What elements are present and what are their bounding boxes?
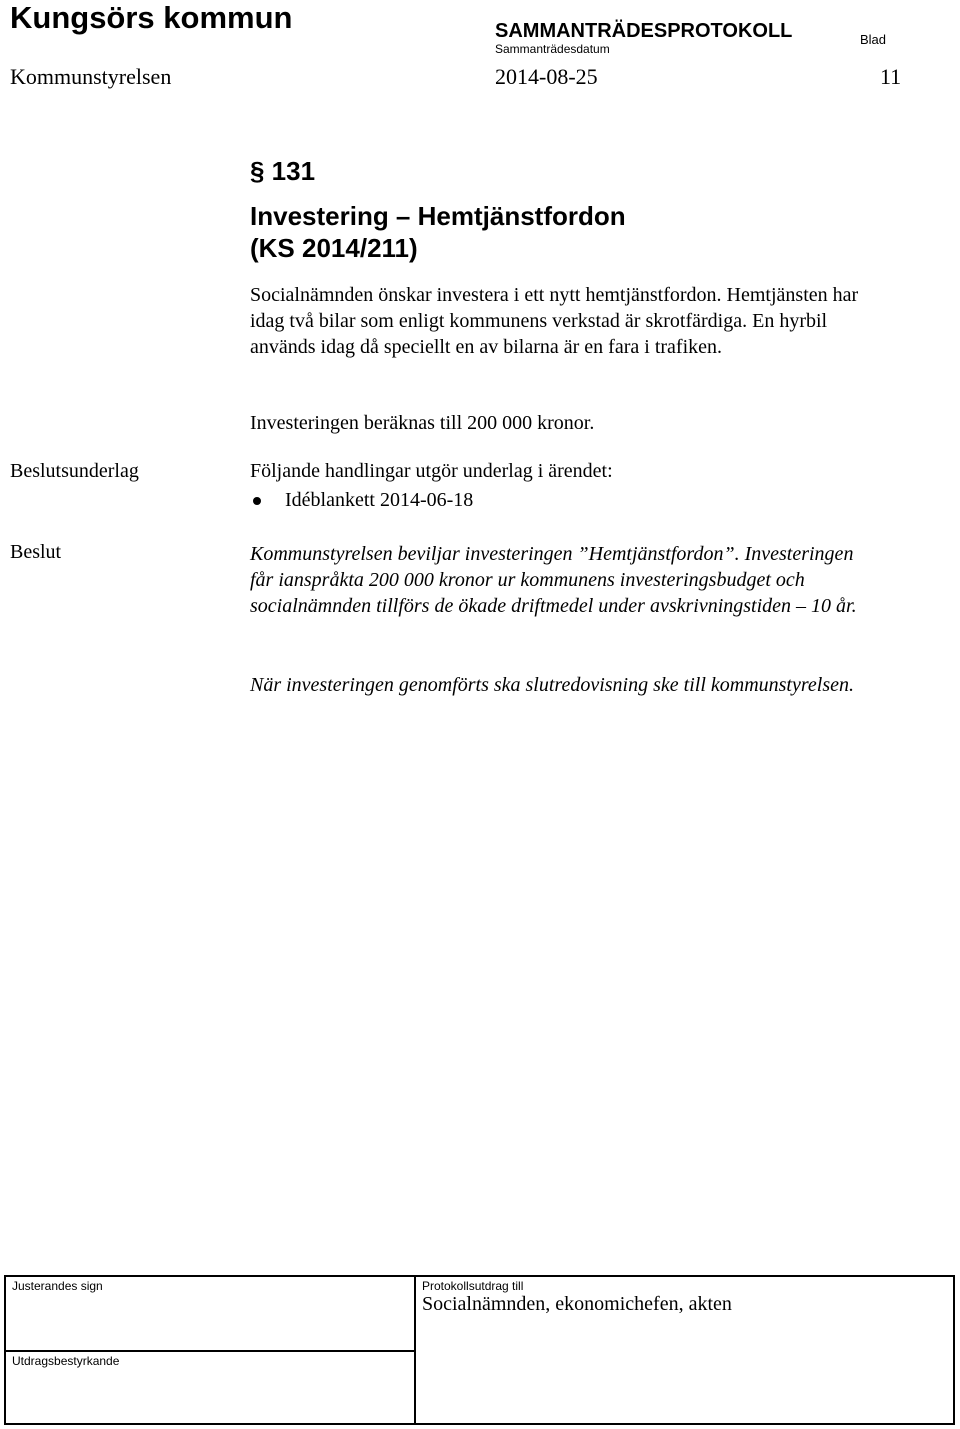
intro-paragraph: Socialnämnden önskar investera i ett nytt hemtjänstfordon. Hemtjänsten har idag två bilar som enligt kommunens verkstad är skrotfärdiga. En hyrbil används idag då speciellt en av bilarna är en fara i trafiken. <box>250 284 859 358</box>
page-label: Blad <box>860 32 887 47</box>
page-number: 11 <box>880 64 902 89</box>
box-border-top <box>4 1275 955 1277</box>
extract-to-value: Socialnämnden, ekonomichefen, akten <box>422 1293 732 1315</box>
document-list <box>250 487 473 513</box>
list-item <box>250 487 473 513</box>
section-title-line1: Investering – Hemtjänstfordon <box>250 201 626 231</box>
organization-name: Kungsörs kommun <box>10 0 293 35</box>
box-border-bottom <box>4 1423 955 1425</box>
protocol-title: SAMMANTRÄDESPROTOKOLL <box>495 20 793 42</box>
section-title-line2: (KS 2014/211) <box>250 233 418 263</box>
signers-label: Justerandes sign <box>12 1279 103 1293</box>
paragraph-number: § 131 <box>250 156 316 186</box>
box-divider-horizontal <box>4 1350 415 1352</box>
basis-intro: Följande handlingar utgör underlag i ärendet: <box>250 460 613 482</box>
meeting-date-label: Sammanträdesdatum <box>495 42 610 56</box>
bullet-icon <box>253 497 261 505</box>
investment-cost: Investeringen beräknas till 200 000 kronor. <box>250 412 595 434</box>
signature-box <box>4 1275 955 1425</box>
certifier-label: Utdragsbestyrkande <box>12 1354 120 1368</box>
document-item-label: Idéblankett 2014-06-18 <box>285 489 474 511</box>
meeting-date: 2014-08-25 <box>495 64 598 89</box>
decision-text: Kommunstyrelsen beviljar investeringen ”Hemtjänstfordon”. Investeringen får ianspråkta 200 000 kronor ur kommunens investeringsbudget och socialnämnden tillförs de ökade driftmedel under avskrivningstiden – 10 år. <box>250 543 857 617</box>
basis-label: Beslutsunderlag <box>10 460 139 482</box>
decision-followup: När investeringen genomförts ska slutredovisning ske till kommunstyrelsen. <box>250 674 854 696</box>
section-title <box>250 200 870 264</box>
decision-label: Beslut <box>10 541 62 563</box>
extract-to-label: Protokollsutdrag till <box>422 1279 524 1293</box>
box-border-right <box>953 1275 955 1425</box>
committee-name: Kommunstyrelsen <box>10 64 172 89</box>
